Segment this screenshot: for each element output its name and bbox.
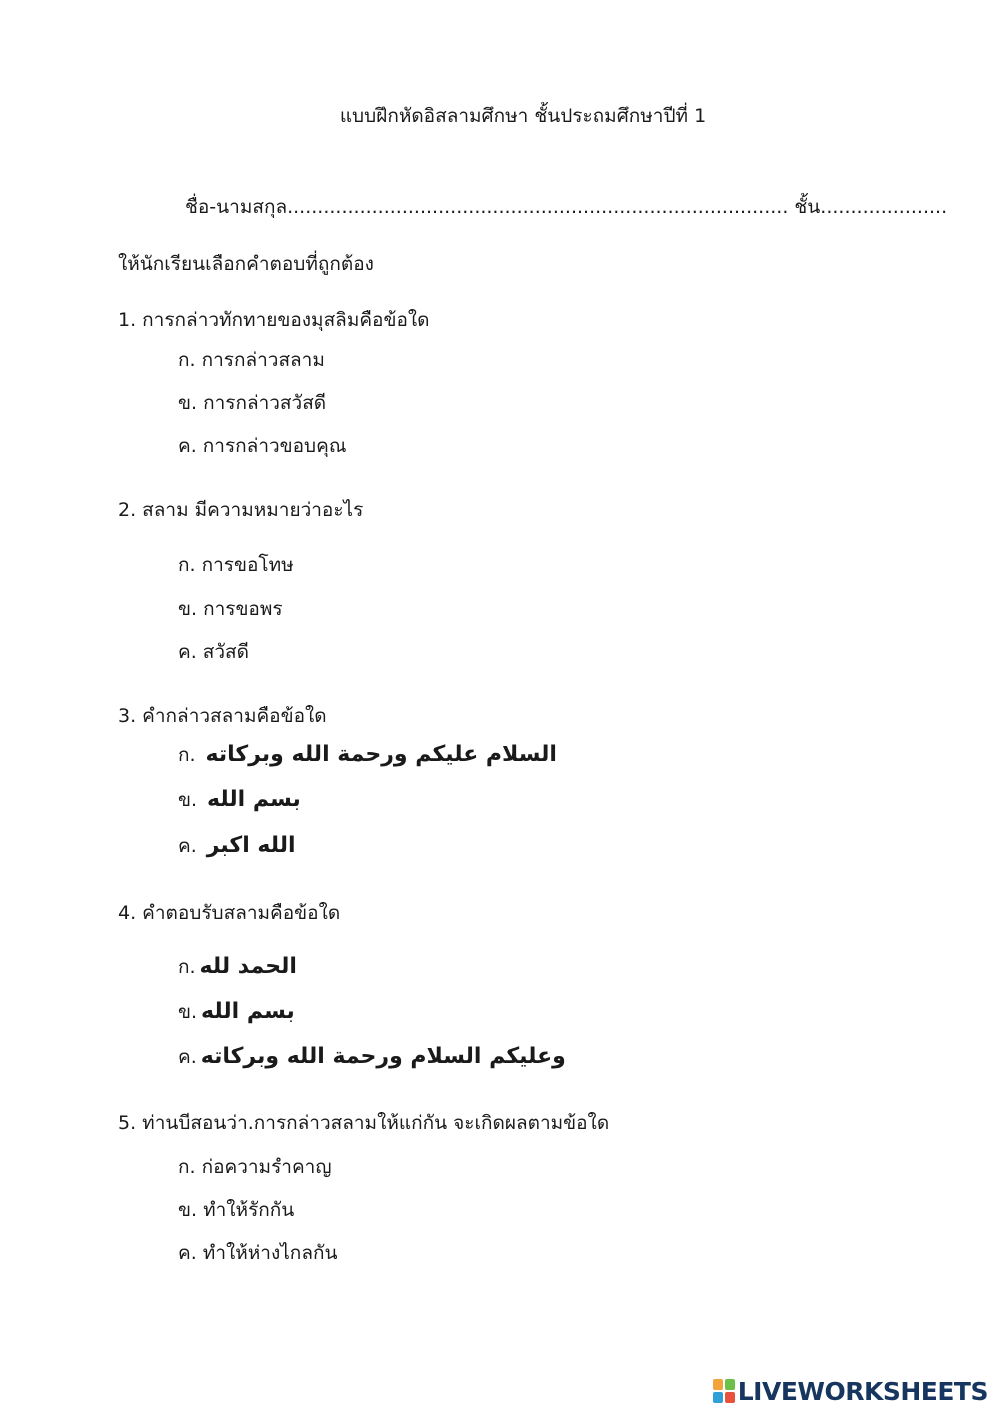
question-1: 1. การกล่าวทักทายของมุสลิมคือข้อใด [118, 309, 430, 331]
option-label: ข. [178, 789, 198, 811]
option-label: ค. [178, 835, 197, 857]
option-label: ก. [178, 744, 196, 766]
option-label: ข. [178, 1001, 198, 1023]
option-label: ค. ทำให้ห่างไกลกัน [178, 1242, 338, 1264]
arabic-text: وعليكم السلام ورحمة الله وبركاته [200, 1044, 566, 1069]
liveworksheets-logo[interactable] [713, 1378, 988, 1404]
question-2-option-b[interactable] [178, 594, 283, 624]
question-3: 3. คำกล่าวสลามคือข้อใด [118, 705, 327, 727]
question-5-option-c[interactable] [178, 1238, 337, 1268]
option-label: ก. การกล่าวสลาม [178, 349, 325, 371]
logo-square-2 [725, 1379, 735, 1390]
question-2: 2. สลาม มีความหมายว่าอะไร [118, 499, 364, 521]
question-3-option-a[interactable] [178, 740, 557, 770]
option-label: ข. ทำให้รักกัน [178, 1199, 295, 1221]
arabic-text: الله اكبر [206, 833, 296, 858]
option-label: ข. การขอพร [178, 598, 283, 620]
question-2-option-a[interactable] [178, 550, 294, 580]
question-3-option-c[interactable] [178, 831, 296, 861]
question-4: 4. คำตอบรับสลามคือข้อใด [118, 902, 341, 924]
option-label: ค. การกล่าวขอบคุณ [178, 435, 347, 457]
arabic-text: الحمد لله [199, 954, 297, 979]
question-3-option-b[interactable] [178, 785, 301, 815]
logo-mark-icon [713, 1379, 735, 1403]
logo-text: LIVEWORKSHEETS [737, 1376, 988, 1406]
page-title: แบบฝึกหัดอิสลามศึกษา ชั้นประถมศึกษาปีที่ 1 [339, 105, 707, 127]
option-label: ค. สวัสดี [178, 641, 249, 663]
logo-square-1 [713, 1379, 723, 1390]
question-1-option-b[interactable] [178, 388, 326, 418]
option-label: ก. การขอโทษ [178, 554, 294, 576]
logo-square-4 [725, 1392, 735, 1403]
question-2-option-c[interactable] [178, 637, 249, 667]
option-label: ก. ก่อความรำคาญ [178, 1156, 332, 1178]
question-5-option-b[interactable] [178, 1195, 294, 1225]
instruction: ให้นักเรียนเลือกคำตอบที่ถูกต้อง [118, 253, 374, 275]
arabic-text: بسم الله [207, 787, 301, 812]
option-label: ก. [178, 956, 196, 978]
question-5-option-a[interactable] [178, 1152, 332, 1182]
logo-square-3 [713, 1392, 723, 1403]
option-label: ค. [178, 1046, 197, 1068]
question-4-option-b[interactable] [178, 997, 295, 1027]
arabic-text: السلام عليكم ورحمة الله وبركاته [205, 742, 557, 767]
name-class-line: ชื่อ-นามสกุล................................................................................... ชั้น..................... [185, 196, 948, 218]
option-label: ข. การกล่าวสวัสดี [178, 392, 327, 414]
question-4-option-a[interactable] [178, 952, 297, 982]
question-1-option-a[interactable] [178, 345, 325, 375]
question-4-option-c[interactable] [178, 1042, 566, 1072]
question-5: 5. ท่านบีสอนว่า.การกล่าวสลามให้แก่กัน จะเกิดผลตามข้อใด [118, 1112, 610, 1134]
question-1-option-c[interactable] [178, 431, 346, 461]
arabic-text: بسم الله [201, 999, 295, 1024]
